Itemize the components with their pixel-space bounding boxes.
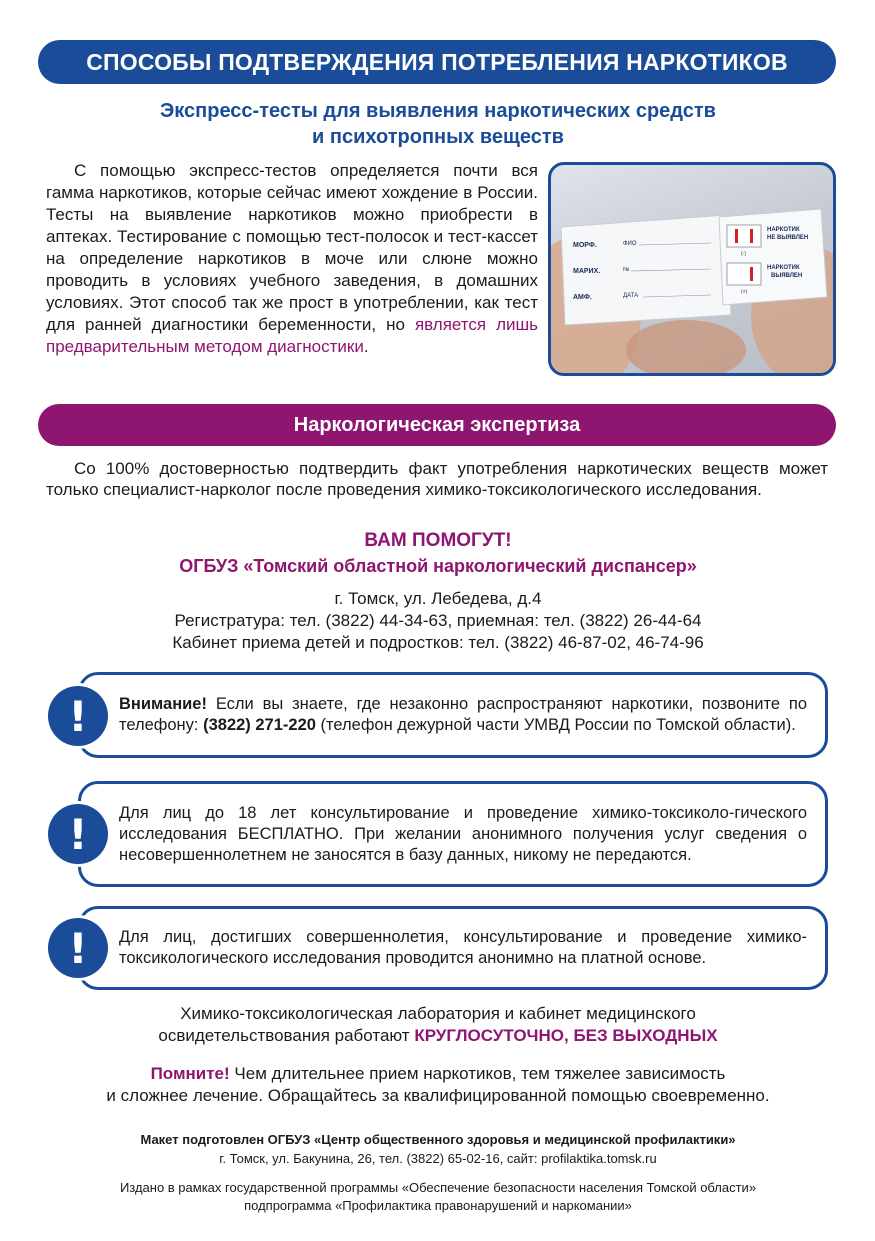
intro-paragraph xyxy=(46,160,538,358)
contact-address: г. Томск, ул. Лебедева, д.4 xyxy=(334,589,542,608)
section-subtitle xyxy=(38,98,838,150)
footer-address: г. Томск, ул. Бакунина, 26, тел. (3822) 65-02-16, сайт: profilaktika.tomsk.ru xyxy=(219,1151,657,1166)
lab-line-2 xyxy=(38,1025,838,1047)
notice-text: Для лиц до 18 лет консультирование и проведение химико-токсиколо-гического исследования БЕСПЛАТНО. При желании анонимного получения услуг сведения о несовершеннолетнем не заносятся в базу данных, никому не передаются. xyxy=(119,803,807,864)
notice-box-attention xyxy=(78,672,828,758)
remember-bold: Помните! xyxy=(150,1064,230,1083)
footer-program-line-2: подпрограмма «Профилактика правонарушений и наркомании» xyxy=(244,1198,632,1213)
label-morph: МОРФ. xyxy=(573,242,597,249)
help-title: ВАМ ПОМОГУТ! xyxy=(364,530,512,551)
label-date: ДАТА xyxy=(623,293,639,299)
pos-line-2: ВЫЯВЛЕН xyxy=(771,273,803,279)
expertise-banner xyxy=(38,404,836,446)
notice-end: (телефон дежурной части УМВД России по Томской области). xyxy=(315,716,796,734)
notice-body: Если вы знаете, где незаконно распространяют наркотики, позвоните по телефону: xyxy=(119,695,807,734)
sign-minus: (-) xyxy=(741,251,746,257)
notice-bold-label: Внимание! xyxy=(119,695,207,713)
notice-text: Для лиц, достигших совершеннолетия, консультирование и проведение химико-токсикологического исследования проводится анонимно на платной основе. xyxy=(119,928,807,967)
lab-hours xyxy=(38,1003,838,1047)
test-strip-illustration xyxy=(551,165,833,373)
sign-plus: (+) xyxy=(741,289,748,295)
label-amf: АМФ. xyxy=(573,294,592,301)
footer-program xyxy=(38,1179,838,1215)
intro-text: С помощью экспресс-тестов определяется почти вся гамма наркотиков, которые сейчас имеют хождение в России. Тесты на выявление наркотиков можно приобрести в аптеках. Тестирование с помощью тест-полосок и тест-кассет на определение наркотиков в моче или слюне можно проводить в условиях учебного заведения, в домашних условиях. Этот способ так же прост в употреблении, как тест для ранней диагностики беременности, но xyxy=(46,161,538,334)
expertise-paragraph: Со 100% достоверностью подтвердить факт употребления наркотических веществ может только специалист-нарколог после проведения химико-токсикологического исследования. xyxy=(46,459,828,499)
subtitle-line-2: и психотропных веществ xyxy=(312,126,564,148)
neg-line-2: НЕ ВЫЯВЛЕН xyxy=(767,235,809,241)
help-organization: ОГБУЗ «Томский областной наркологический диспансер» xyxy=(179,556,697,576)
footer-program-line-1: Издано в рамках государственной программы «Обеспечение безопасности населения Томской области» xyxy=(119,1180,757,1195)
label-marij: МАРИХ. xyxy=(573,268,601,275)
exclamation-icon: ! xyxy=(48,918,108,978)
subtitle-line-1: Экспресс-тесты для выявления наркотических средств xyxy=(160,100,716,122)
intro-end: . xyxy=(363,337,369,356)
pos-line-1: НАРКОТИК xyxy=(767,265,800,271)
expertise-title: Наркологическая экспертиза xyxy=(293,413,581,436)
footer-prepared: Макет подготовлен ОГБУЗ «Центр общественного здоровья и медицинской профилактики» xyxy=(140,1132,736,1147)
notice-box-adults xyxy=(78,906,828,990)
footer-publisher xyxy=(38,1130,838,1168)
notice-box-minors xyxy=(78,781,828,887)
remember-line-1 xyxy=(38,1063,838,1085)
neg-line-1: НАРКОТИК xyxy=(767,227,800,233)
exclamation-icon: ! xyxy=(48,686,108,746)
notice-phone: (3822) 271-220 xyxy=(203,716,316,734)
exclamation-icon: ! xyxy=(48,804,108,864)
lab-highlight: КРУГЛОСУТОЧНО, БЕЗ ВЫХОДНЫХ xyxy=(414,1026,718,1045)
label-no: № xyxy=(623,267,630,273)
remember-block xyxy=(38,1063,838,1107)
intro-highlight: является лишь предварительным методом диагностики xyxy=(46,315,539,356)
contact-children: Кабинет приема детей и подростков: тел. (3822) 46-87-02, 46-74-96 xyxy=(172,633,704,652)
main-title: СПОСОБЫ ПОДТВЕРЖДЕНИЯ ПОТРЕБЛЕНИЯ НАРКОТИКОВ xyxy=(86,48,788,75)
test-strip-photo xyxy=(548,162,836,376)
remember-text-1: Чем длительнее прием наркотиков, тем тяжелее зависимость xyxy=(229,1064,726,1083)
contact-registry: Регистратура: тел. (3822) 44-34-63, приемная: тел. (3822) 26-44-64 xyxy=(174,611,702,630)
label-fio: ФИО xyxy=(623,241,637,247)
main-title-banner xyxy=(38,40,836,84)
notice-text xyxy=(119,694,807,736)
lab-line-2-text: освидетельствования работают xyxy=(158,1026,415,1045)
remember-line-2: и сложнее лечение. Обращайтесь за квалифицированной помощью своевременно. xyxy=(106,1086,770,1105)
contact-block xyxy=(38,588,838,654)
lab-line-1: Химико-токсикологическая лаборатория и кабинет медицинского xyxy=(180,1004,696,1023)
